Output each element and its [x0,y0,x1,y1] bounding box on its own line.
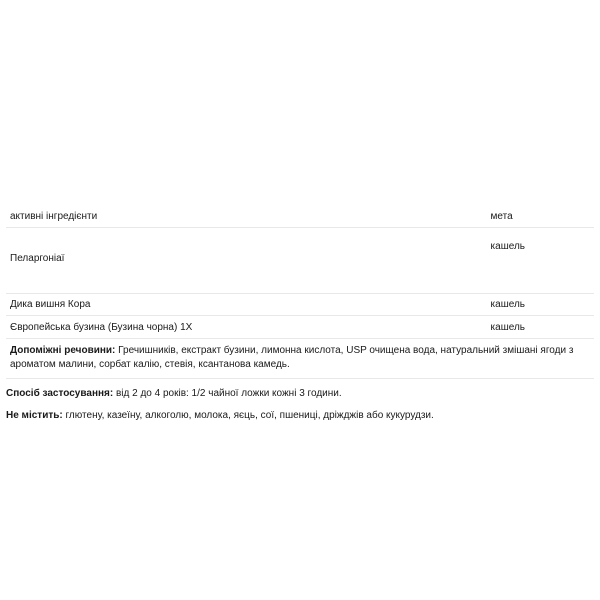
usage-label: Спосіб застосування: [6,388,114,399]
product-info [0,206,600,422]
ingredient-purpose: кашель [487,228,594,294]
ingredient-purpose: кашель [487,294,594,316]
header-purpose: мета [487,206,594,228]
excipients-cell [6,339,594,379]
table-row [6,228,594,294]
free-from-label: Не містить: [6,410,63,421]
excipients-row [6,339,594,379]
free-from-note [0,409,600,422]
ingredient-name: Пеларгоніаї [6,228,487,294]
ingredient-name: Європейська бузина (Бузина чорна) 1X [6,316,487,339]
ingredient-purpose: кашель [487,316,594,339]
header-active-ingredients: активні інгредієнти [6,206,487,228]
table-row [6,294,594,316]
excipients-text: Гречишників, екстракт бузини, лимонна кислота, USP очищена вода, натуральний змішані ягоди з ароматом малини, сорбат калію, стевія, ксантанова камедь. [10,345,574,370]
ingredient-name: Дика вишня Кора [6,294,487,316]
table-row [6,316,594,339]
usage-note [0,387,600,400]
table-header-row [6,206,594,228]
ingredients-table [6,206,594,379]
usage-text: від 2 до 4 років: 1/2 чайної ложки кожні 3 години. [113,388,342,399]
free-from-text: глютену, казеїну, алкоголю, молока, яєць, сої, пшениці, дріжджів або кукурудзи. [62,410,434,421]
excipients-label: Допоміжні речовини: [10,345,116,356]
